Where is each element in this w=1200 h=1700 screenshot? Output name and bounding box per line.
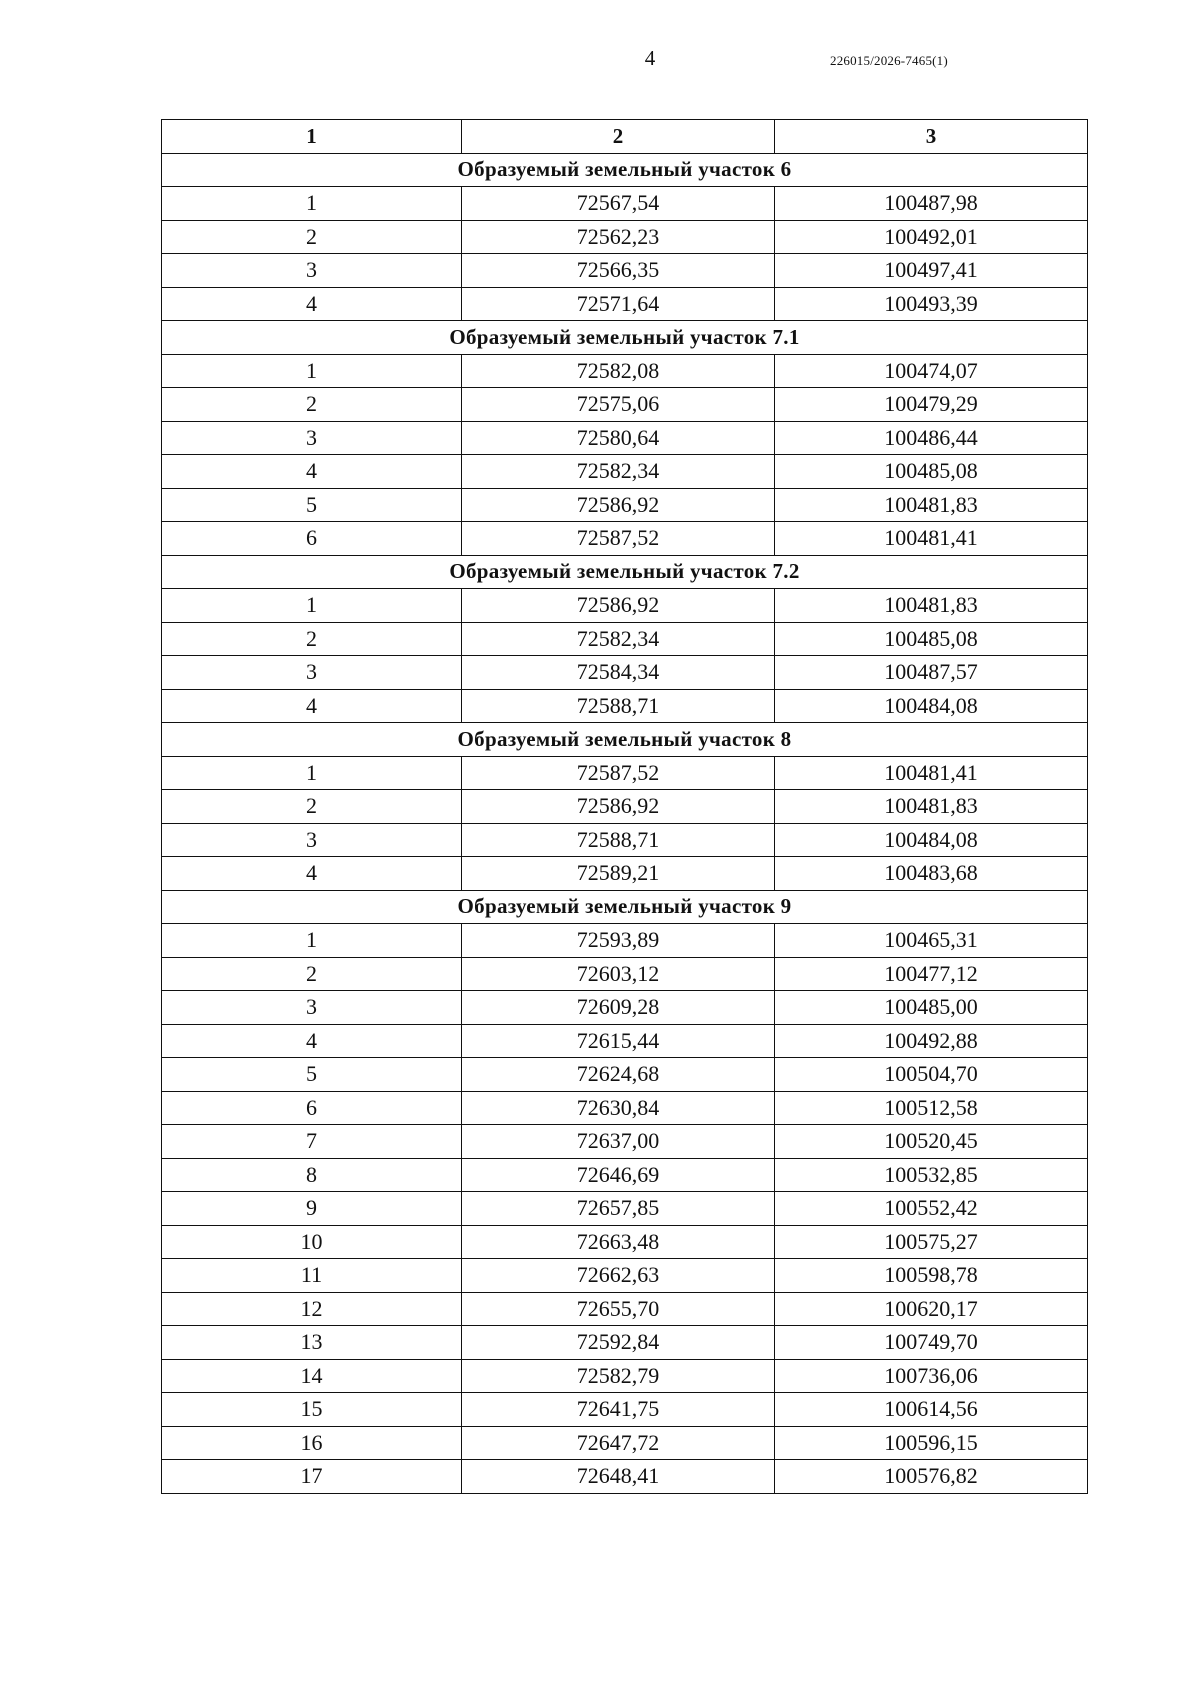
y-coordinate-cell: 100497,41 [775, 254, 1088, 288]
x-coordinate-cell: 72582,34 [462, 455, 775, 489]
page-number: 4 [644, 46, 656, 70]
point-number-cell: 7 [162, 1125, 462, 1159]
table-row [162, 756, 1088, 790]
point-number-cell: 2 [162, 220, 462, 254]
y-coordinate-cell: 100504,70 [775, 1058, 1088, 1092]
point-number-cell: 4 [162, 455, 462, 489]
table-row [162, 1058, 1088, 1092]
point-number-cell: 3 [162, 254, 462, 288]
table-row [162, 1158, 1088, 1192]
y-coordinate-cell: 100736,06 [775, 1359, 1088, 1393]
column-header-x: 2 [462, 120, 775, 154]
y-coordinate-cell: 100598,78 [775, 1259, 1088, 1293]
x-coordinate-cell: 72562,23 [462, 220, 775, 254]
x-coordinate-cell: 72586,92 [462, 589, 775, 623]
section-title: Образуемый земельный участок 6 [162, 153, 1088, 187]
table-row [162, 1460, 1088, 1494]
y-coordinate-cell: 100487,57 [775, 656, 1088, 690]
y-coordinate-cell: 100477,12 [775, 957, 1088, 991]
table-row [162, 1326, 1088, 1360]
y-coordinate-cell: 100485,08 [775, 455, 1088, 489]
x-coordinate-cell: 72593,89 [462, 924, 775, 958]
y-coordinate-cell: 100481,83 [775, 589, 1088, 623]
point-number-cell: 2 [162, 957, 462, 991]
table-row [162, 421, 1088, 455]
table-row [162, 1125, 1088, 1159]
x-coordinate-cell: 72663,48 [462, 1225, 775, 1259]
y-coordinate-cell: 100481,41 [775, 756, 1088, 790]
table-row [162, 1091, 1088, 1125]
point-number-cell: 15 [162, 1393, 462, 1427]
y-coordinate-cell: 100596,15 [775, 1426, 1088, 1460]
y-coordinate-cell: 100575,27 [775, 1225, 1088, 1259]
y-coordinate-cell: 100492,01 [775, 220, 1088, 254]
point-number-cell: 17 [162, 1460, 462, 1494]
x-coordinate-cell: 72641,75 [462, 1393, 775, 1427]
y-coordinate-cell: 100483,68 [775, 857, 1088, 891]
column-header-y: 3 [775, 120, 1088, 154]
point-number-cell: 4 [162, 287, 462, 321]
x-coordinate-cell: 72566,35 [462, 254, 775, 288]
point-number-cell: 2 [162, 388, 462, 422]
point-number-cell: 4 [162, 857, 462, 891]
table-row [162, 589, 1088, 623]
table-row [162, 455, 1088, 489]
point-number-cell: 9 [162, 1192, 462, 1226]
y-coordinate-cell: 100484,08 [775, 823, 1088, 857]
x-coordinate-cell: 72567,54 [462, 187, 775, 221]
x-coordinate-cell: 72646,69 [462, 1158, 775, 1192]
y-coordinate-cell: 100486,44 [775, 421, 1088, 455]
x-coordinate-cell: 72582,34 [462, 622, 775, 656]
table-row [162, 388, 1088, 422]
point-number-cell: 10 [162, 1225, 462, 1259]
column-header-point: 1 [162, 120, 462, 154]
x-coordinate-cell: 72603,12 [462, 957, 775, 991]
x-coordinate-cell: 72648,41 [462, 1460, 775, 1494]
section-row [162, 153, 1088, 187]
point-number-cell: 5 [162, 488, 462, 522]
point-number-cell: 1 [162, 354, 462, 388]
table-row [162, 522, 1088, 556]
coordinates-table [161, 119, 1088, 1494]
point-number-cell: 11 [162, 1259, 462, 1293]
y-coordinate-cell: 100512,58 [775, 1091, 1088, 1125]
x-coordinate-cell: 72584,34 [462, 656, 775, 690]
table-row [162, 220, 1088, 254]
point-number-cell: 1 [162, 756, 462, 790]
table-row [162, 924, 1088, 958]
x-coordinate-cell: 72586,92 [462, 488, 775, 522]
point-number-cell: 1 [162, 589, 462, 623]
point-number-cell: 8 [162, 1158, 462, 1192]
y-coordinate-cell: 100481,41 [775, 522, 1088, 556]
table-row [162, 1225, 1088, 1259]
x-coordinate-cell: 72587,52 [462, 756, 775, 790]
table-row [162, 790, 1088, 824]
y-coordinate-cell: 100493,39 [775, 287, 1088, 321]
table-row [162, 1426, 1088, 1460]
section-title: Образуемый земельный участок 7.1 [162, 321, 1088, 355]
table-row [162, 656, 1088, 690]
y-coordinate-cell: 100552,42 [775, 1192, 1088, 1226]
point-number-cell: 16 [162, 1426, 462, 1460]
y-coordinate-cell: 100749,70 [775, 1326, 1088, 1360]
x-coordinate-cell: 72637,00 [462, 1125, 775, 1159]
x-coordinate-cell: 72575,06 [462, 388, 775, 422]
y-coordinate-cell: 100520,45 [775, 1125, 1088, 1159]
table-row [162, 488, 1088, 522]
x-coordinate-cell: 72655,70 [462, 1292, 775, 1326]
table-row [162, 1192, 1088, 1226]
point-number-cell: 2 [162, 790, 462, 824]
point-number-cell: 3 [162, 656, 462, 690]
table-row [162, 823, 1088, 857]
table-row [162, 287, 1088, 321]
x-coordinate-cell: 72647,72 [462, 1426, 775, 1460]
table-row [162, 857, 1088, 891]
y-coordinate-cell: 100532,85 [775, 1158, 1088, 1192]
y-coordinate-cell: 100479,29 [775, 388, 1088, 422]
x-coordinate-cell: 72588,71 [462, 689, 775, 723]
table-header [162, 120, 1088, 154]
y-coordinate-cell: 100614,56 [775, 1393, 1088, 1427]
x-coordinate-cell: 72586,92 [462, 790, 775, 824]
x-coordinate-cell: 72624,68 [462, 1058, 775, 1092]
y-coordinate-cell: 100576,82 [775, 1460, 1088, 1494]
y-coordinate-cell: 100492,88 [775, 1024, 1088, 1058]
header-row [162, 120, 1088, 154]
x-coordinate-cell: 72592,84 [462, 1326, 775, 1360]
y-coordinate-cell: 100481,83 [775, 790, 1088, 824]
x-coordinate-cell: 72662,63 [462, 1259, 775, 1293]
point-number-cell: 1 [162, 924, 462, 958]
x-coordinate-cell: 72582,79 [462, 1359, 775, 1393]
section-row [162, 321, 1088, 355]
point-number-cell: 4 [162, 1024, 462, 1058]
table-row [162, 957, 1088, 991]
x-coordinate-cell: 72580,64 [462, 421, 775, 455]
x-coordinate-cell: 72587,52 [462, 522, 775, 556]
x-coordinate-cell: 72609,28 [462, 991, 775, 1025]
section-row [162, 723, 1088, 757]
point-number-cell: 4 [162, 689, 462, 723]
table-row [162, 1359, 1088, 1393]
x-coordinate-cell: 72582,08 [462, 354, 775, 388]
x-coordinate-cell: 72571,64 [462, 287, 775, 321]
point-number-cell: 12 [162, 1292, 462, 1326]
y-coordinate-cell: 100484,08 [775, 689, 1088, 723]
section-row [162, 890, 1088, 924]
y-coordinate-cell: 100474,07 [775, 354, 1088, 388]
table-row [162, 689, 1088, 723]
x-coordinate-cell: 72657,85 [462, 1192, 775, 1226]
x-coordinate-cell: 72589,21 [462, 857, 775, 891]
table-row [162, 991, 1088, 1025]
table-row [162, 1024, 1088, 1058]
y-coordinate-cell: 100485,08 [775, 622, 1088, 656]
point-number-cell: 3 [162, 421, 462, 455]
table-row [162, 254, 1088, 288]
point-number-cell: 14 [162, 1359, 462, 1393]
point-number-cell: 6 [162, 1091, 462, 1125]
point-number-cell: 13 [162, 1326, 462, 1360]
section-row [162, 555, 1088, 589]
point-number-cell: 5 [162, 1058, 462, 1092]
x-coordinate-cell: 72615,44 [462, 1024, 775, 1058]
table-body [162, 153, 1088, 1493]
y-coordinate-cell: 100620,17 [775, 1292, 1088, 1326]
point-number-cell: 1 [162, 187, 462, 221]
section-title: Образуемый земельный участок 9 [162, 890, 1088, 924]
table-row [162, 1292, 1088, 1326]
document-number: 226015/2026-7465(1) [830, 53, 948, 68]
table-row [162, 354, 1088, 388]
table-row [162, 187, 1088, 221]
point-number-cell: 2 [162, 622, 462, 656]
section-title: Образуемый земельный участок 7.2 [162, 555, 1088, 589]
y-coordinate-cell: 100481,83 [775, 488, 1088, 522]
x-coordinate-cell: 72588,71 [462, 823, 775, 857]
point-number-cell: 3 [162, 991, 462, 1025]
x-coordinate-cell: 72630,84 [462, 1091, 775, 1125]
table-row [162, 1259, 1088, 1293]
section-title: Образуемый земельный участок 8 [162, 723, 1088, 757]
point-number-cell: 3 [162, 823, 462, 857]
point-number-cell: 6 [162, 522, 462, 556]
table-row [162, 1393, 1088, 1427]
table-row [162, 622, 1088, 656]
y-coordinate-cell: 100485,00 [775, 991, 1088, 1025]
y-coordinate-cell: 100465,31 [775, 924, 1088, 958]
y-coordinate-cell: 100487,98 [775, 187, 1088, 221]
